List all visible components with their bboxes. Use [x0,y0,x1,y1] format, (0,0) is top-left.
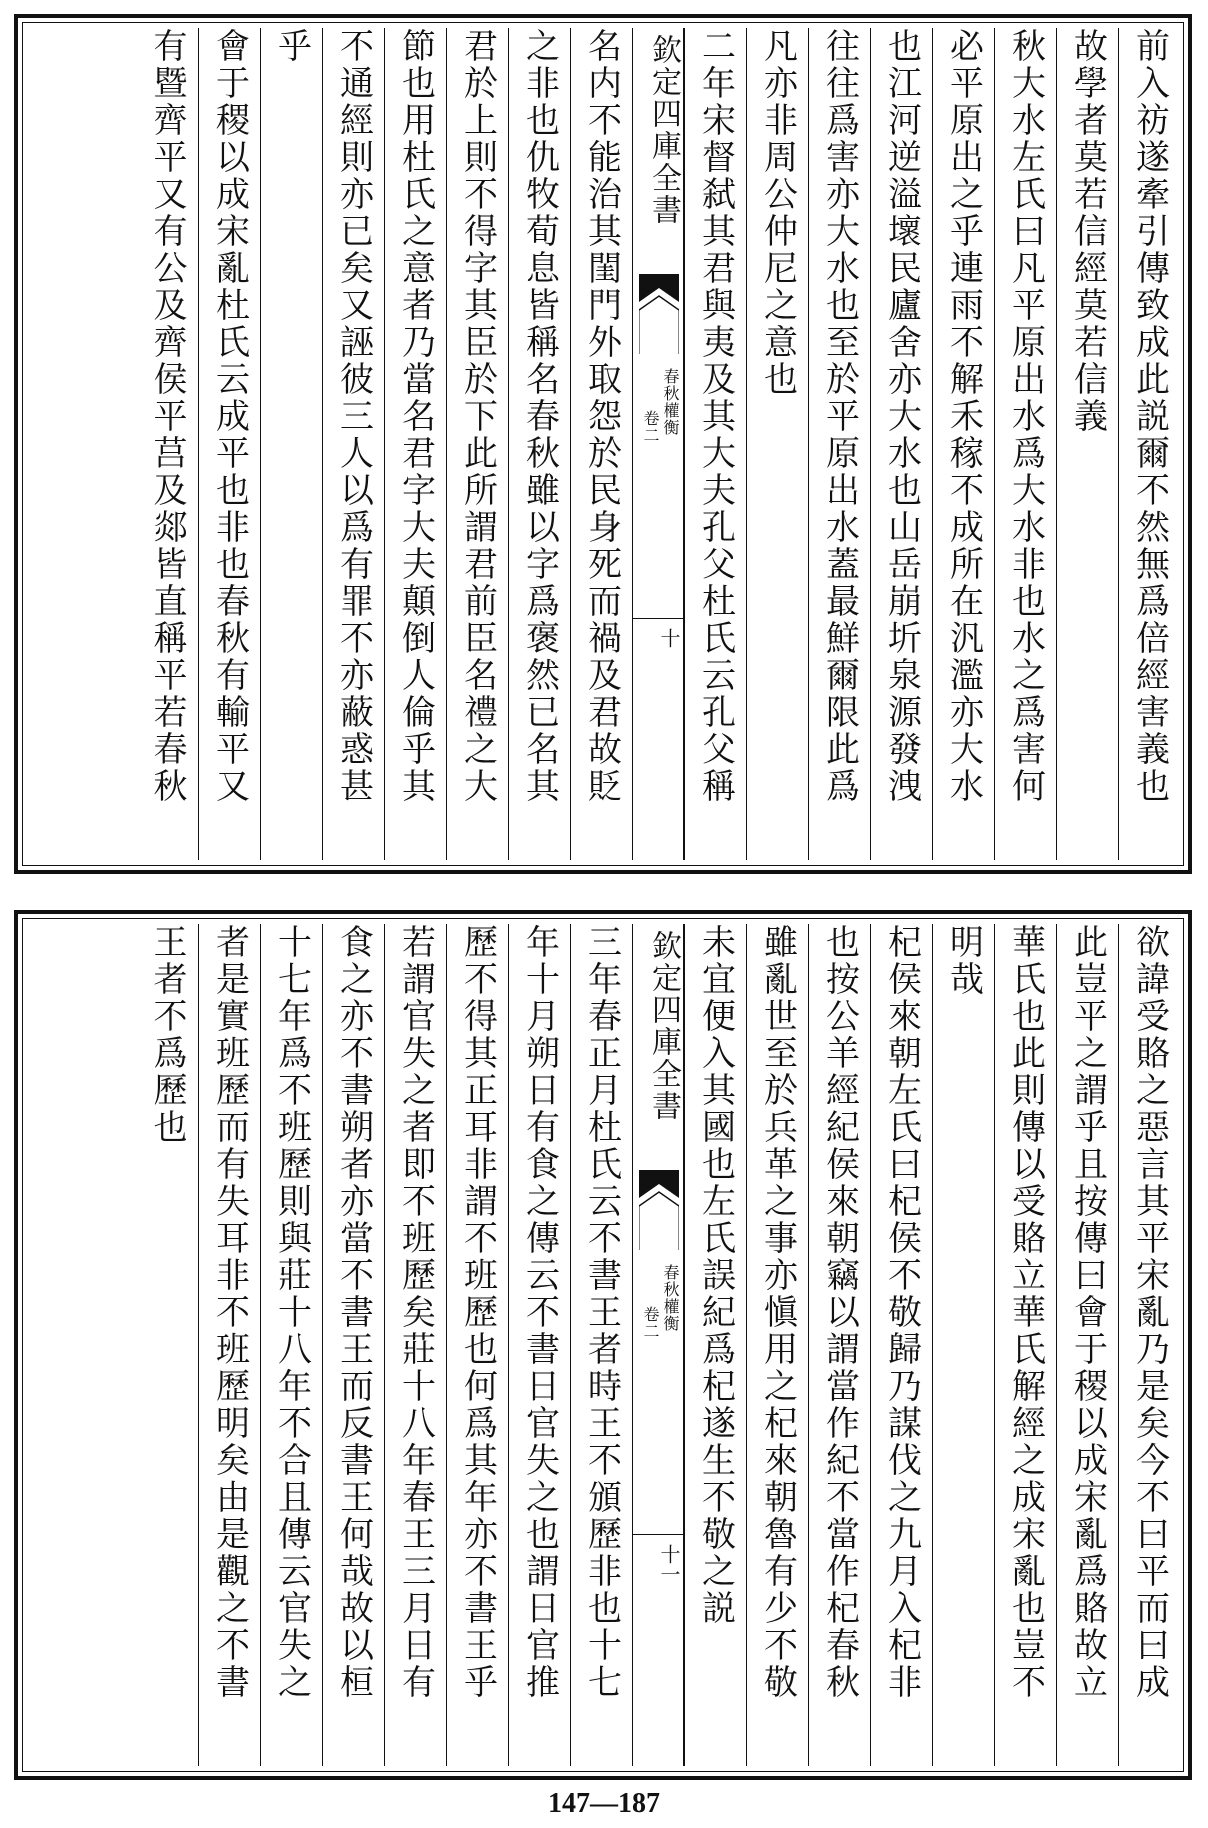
volume-label: 卷二 [641,410,660,444]
text-column: 之非也仇牧荀息皆稱名春秋雖以字爲褒然已名其 [508,28,570,860]
text-column: 故學者莫若信經莫若信義 [1056,28,1118,860]
book-title: 春秋權衡 [661,368,680,436]
text-column: 二年宋督弑其君與夷及其大夫孔父杜氏云孔父稱 [684,28,746,860]
text-column: 此豈平之謂乎且按傳曰會于稷以成宋亂爲賂故立 [1056,924,1118,1766]
text-column: 年十月朔日有食之傳云不書日官失之也謂日官推 [508,924,570,1766]
fish-tail-mark-icon [639,1170,679,1250]
collection-title: 欽定四庫全書 [646,930,681,1122]
text-column: 欲諱受賂之惡言其平宋亂乃是矣今不曰平而曰成 [1118,924,1180,1766]
page-number: 147—187 [548,1788,660,1819]
text-column: 也江河逆溢壞民廬舍亦大水也山岳崩圻泉源發洩 [870,28,932,860]
text-column: 也按公羊經紀侯來朝竊以謂當作紀不當作杞春秋 [808,924,870,1766]
text-column: 三年春正月杜氏云不書王者時王不頒歷非也十七 [570,924,632,1766]
text-column: 雖亂世至於兵革之事亦愼用之杞來朝魯有少不敬 [746,924,808,1766]
text-column: 食之亦不書朔者亦當不書王而反書王何哉故以桓 [322,924,384,1766]
text-column: 必平原出之乎連雨不解禾稼不成所在汎濫亦大水 [932,28,994,860]
text-column: 明哉 [932,924,994,1766]
text-column: 往往爲害亦大水也至於平原出水蓋最鮮爾限此爲 [808,28,870,860]
volume-label: 卷二 [641,1306,660,1340]
text-column: 君於上則不得字其臣於下此所謂君前臣名禮之大 [446,28,508,860]
text-column: 華氏也此則傳以受賂立華氏解經之成宋亂也豈不 [994,924,1056,1766]
text-column: 者是實班歷而有失耳非不班歷明矣由是觀之不書 [198,924,260,1766]
folio-number: 十 [657,628,681,648]
bottom-page [14,910,1192,1780]
text-column: 若謂官失之者即不班歷矣莊十八年春王三月日有 [384,924,446,1766]
fish-tail-mark-icon [639,274,679,354]
text-column: 杞侯來朝左氏曰杞侯不敬歸乃謀伐之九月入杞非 [870,924,932,1766]
text-column: 會于稷以成宋亂杜氏云成平也非也春秋有輸平又 [198,28,260,860]
text-column: 未宜便入其國也左氏誤紀爲杞遂生不敬之説 [684,924,746,1766]
top-page [14,14,1192,874]
text-column: 王者不爲歷也 [147,924,187,1146]
text-column: 凡亦非周公仲尼之意也 [746,28,808,860]
text-column: 前入祊遂牽引傳致成此説爾不然無爲倍經害義也 [1118,28,1180,860]
center-fold [632,924,684,1766]
center-fold [632,28,684,860]
book-title: 春秋權衡 [661,1264,680,1332]
text-column: 歷不得其正耳非謂不班歷也何爲其年亦不書王乎 [446,924,508,1766]
folio-divider [633,618,683,619]
folio-number: 十一 [657,1544,681,1584]
bottom-columns [26,924,1180,1766]
text-column: 不通經則亦已矣又誣彼三人以爲有罪不亦蔽惑甚 [322,28,384,860]
folio-divider [633,1534,683,1535]
text-column: 十七年爲不班歷則與莊十八年不合且傳云官失之 [260,924,322,1766]
text-column: 秋大水左氏曰凡平原出水爲大水非也水之爲害何 [994,28,1056,860]
text-column: 節也用杜氏之意者乃當名君字大夫顛倒人倫乎其 [384,28,446,860]
top-columns [26,28,1180,860]
text-column: 名内不能治其閨門外取怨於民身死而禍及君故貶 [570,28,632,860]
text-column: 有暨齊平又有公及齊侯平莒及郯皆直稱平若春秋 [147,28,187,805]
collection-title: 欽定四庫全書 [646,34,681,226]
text-column: 乎 [260,28,322,860]
